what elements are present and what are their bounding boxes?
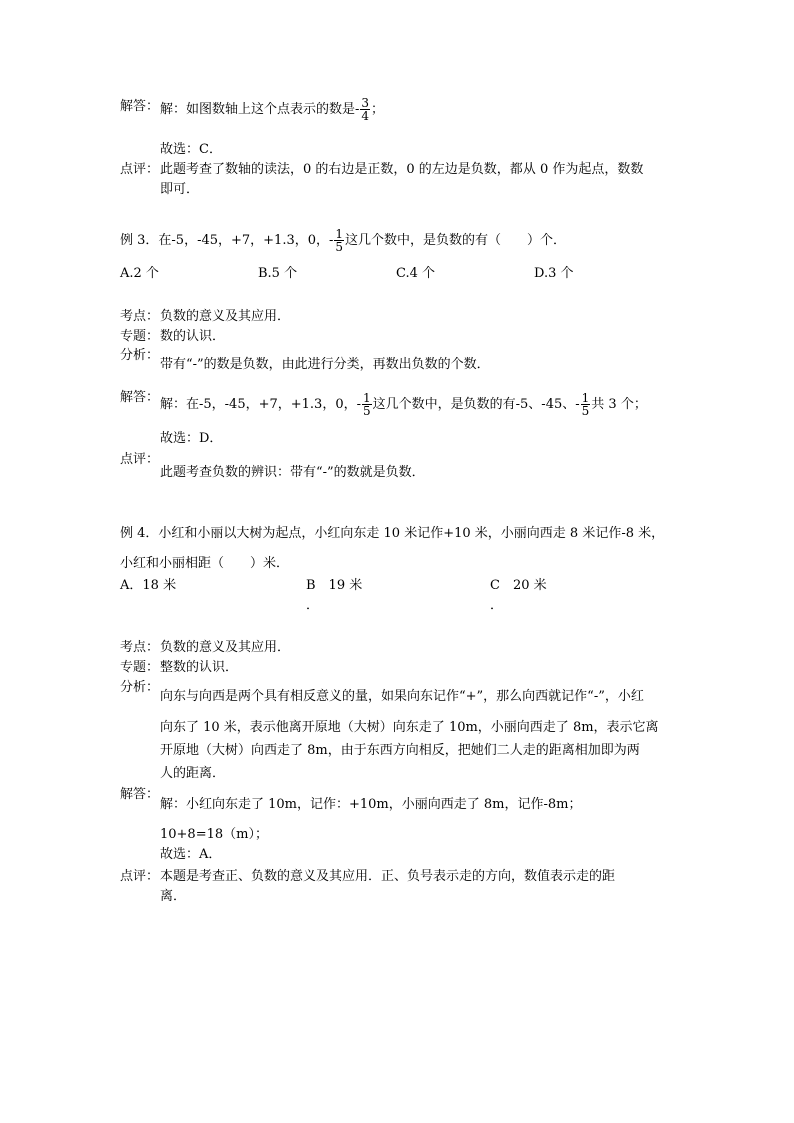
ex4-fenxi-line2: 向东了 10 米，表示他离开原地（大树）向东走了 10m，小丽向西走了 8m，表示它离 — [160, 720, 659, 735]
ex3-option-c: C.4 个 — [396, 266, 436, 281]
ex3-dianping: 此题考查负数的辨识：带有“-”的数就是负数． — [160, 465, 425, 480]
ex4-kaodian: 负数的意义及其应用． — [160, 640, 291, 655]
ex2-dianping-line1: 此题考查了数轴的读法，0 的右边是正数，0 的左边是负数，都从 0 作为起点，数数 — [160, 162, 644, 177]
ex4-fenxi-line4: 人的距离． — [160, 766, 226, 781]
ex4-option-c: C 20 米 — [490, 578, 547, 593]
dianping-label: 点评： — [120, 452, 160, 467]
fraction-one-fifth: $\frac{1}{5}$ — [581, 391, 590, 418]
ex4-solution-line1: 解：小红向东走了 10m，记作：+10m，小丽向西走了 8m，记作-8m； — [160, 797, 582, 812]
fenxi-label: 分析： — [120, 348, 160, 363]
kaodian-label: 考点： — [120, 309, 160, 324]
ex2-solution-text: 解：如图数轴上这个点表示的数是- — [160, 102, 360, 117]
fraction-three-quarters: $\frac{3}{4}$ — [361, 96, 370, 123]
ex3-option-b: B.5 个 — [258, 266, 298, 281]
ex3-option-d: D.3 个 — [534, 266, 574, 281]
ex4-solution-line2: 10+8=18（m）； — [160, 827, 268, 842]
ex4-zhuanti: 整数的认识． — [160, 660, 239, 675]
ex4-dianping-line2: 离． — [160, 889, 187, 904]
ex4-fenxi-line1: 向东与向西是两个具有相反意义的量，如果向东记作“+”，那么向西就记作“-”，小红 — [160, 689, 644, 704]
ex4-option-b: B 19 米 — [306, 578, 363, 593]
fraction-one-fifth: $\frac{1}{5}$ — [335, 227, 344, 254]
ex4-fenxi-line3: 开原地（大树）向西走了 8m，由于东西方向相反，把她们二人走的距离相加即为两 — [160, 743, 640, 758]
ex3-choose: 故选：D． — [160, 431, 223, 446]
ex4-option-b-dot: ． — [306, 598, 320, 613]
fenxi-label: 分析： — [120, 680, 160, 695]
ex2-solution: 解：如图数轴上这个点表示的数是- $\frac{3}{4}$ ； — [160, 96, 385, 123]
ex4-option-a: A．18 米 — [120, 578, 177, 593]
ex3-zhuanti: 数的认识． — [160, 329, 226, 344]
ex4-question-line2: 小红和小丽相距（ ）米． — [120, 556, 290, 571]
dianping-label: 点评： — [120, 869, 160, 884]
kaodian-label: 考点： — [120, 640, 160, 655]
fraction-one-fifth: $\frac{1}{5}$ — [363, 391, 371, 418]
ex4-dianping-line1: 本题是考查正、负数的意义及其应用．正、负号表示走的方向，数值表示走的距 — [160, 869, 616, 884]
ex3-question: 例 3．在-5，-45，+7，+1.3，0，- $\frac{1}{5}$ 这几个数中，是负数的有（ ）个． — [120, 227, 567, 254]
ex2-dianping-line2: 即可． — [160, 182, 200, 197]
jieda-label: 解答： — [120, 390, 160, 405]
jieda-label: 解答： — [120, 787, 160, 802]
ex3-kaodian: 负数的意义及其应用． — [160, 309, 291, 324]
dianping-label: 点评： — [120, 162, 160, 177]
ex4-option-c-dot: ． — [490, 598, 504, 613]
ex3-solution: 解：在-5，-45，+7，+1.3，0，- $\frac{1}{5}$ 这几个数中，是负数的有-5、-45、- $\frac{1}{5}$ 共 3 个； — [160, 391, 647, 418]
ex2-choose: 故选：C． — [160, 142, 222, 157]
ex4-question-line1: 例 4．小红和小丽以大树为起点，小红向东走 10 米记作+10 米，小丽向西走 8 米记作-8 米， — [120, 526, 665, 541]
zhuanti-label: 专题： — [120, 660, 160, 675]
ex4-choose: 故选：A． — [160, 847, 222, 862]
zhuanti-label: 专题： — [120, 329, 160, 344]
jieda-label: 解答： — [120, 99, 160, 114]
ex3-option-a: A.2 个 — [120, 266, 159, 281]
ex3-fenxi: 带有“-”的数是负数，由此进行分类，再数出负数的个数． — [160, 357, 490, 372]
